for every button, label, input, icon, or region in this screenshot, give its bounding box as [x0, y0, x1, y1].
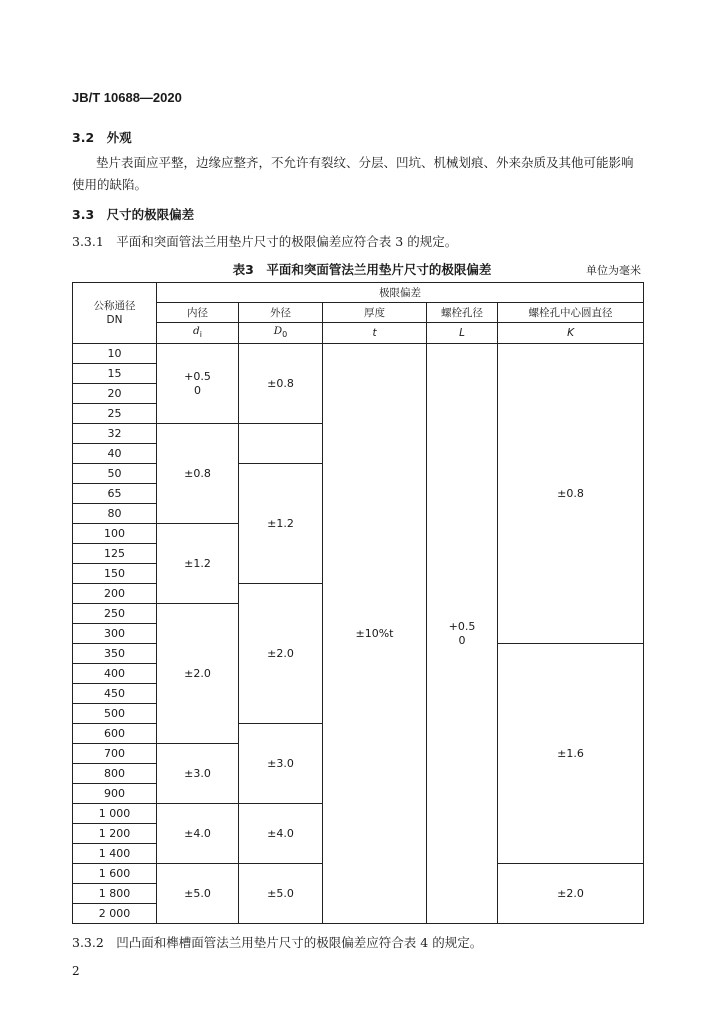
dn-cell: 1 800	[73, 884, 157, 904]
inner-tolerance-cell: ±0.8	[157, 424, 239, 524]
dn-cell: 150	[73, 564, 157, 584]
header-inner-diameter: 内径	[157, 303, 239, 323]
dn-cell: 80	[73, 504, 157, 524]
dn-cell: 200	[73, 584, 157, 604]
dn-cell: 125	[73, 544, 157, 564]
bolt-circle-tolerance-cell: ±0.8	[498, 344, 644, 644]
thickness-tolerance-cell: ±10%t	[323, 344, 427, 924]
header-outer-symbol: $D_0$	[239, 323, 323, 344]
inner-tolerance-cell: ±5.0	[157, 864, 239, 924]
dn-cell: 40	[73, 444, 157, 464]
tolerance-table	[72, 282, 644, 924]
bolt-circle-tolerance-cell: ±2.0	[498, 864, 644, 924]
bolt-hole-tolerance-cell: +0.5 0	[427, 344, 498, 924]
dn-cell: 600	[73, 724, 157, 744]
outer-tolerance-cell: ±3.0	[239, 724, 323, 804]
header-tolerance-group: 极限偏差	[157, 283, 644, 303]
dn-cell: 10	[73, 344, 157, 364]
inner-tolerance-cell: ±3.0	[157, 744, 239, 804]
outer-tolerance-cell: ±0.8	[239, 344, 323, 424]
inner-tolerance-cell: ±4.0	[157, 804, 239, 864]
header-inner-symbol: $d_i$	[157, 323, 239, 344]
dn-cell: 800	[73, 764, 157, 784]
dn-cell: 32	[73, 424, 157, 444]
header-thickness: 厚度	[323, 303, 427, 323]
dn-cell: 400	[73, 664, 157, 684]
standard-id: JB/T 10688—2020	[72, 90, 182, 105]
dn-cell: 350	[73, 644, 157, 664]
dn-cell: 15	[73, 364, 157, 384]
header-dn: 公称通径 DN	[73, 283, 157, 344]
dn-cell: 20	[73, 384, 157, 404]
header-bolt-circle-symbol: K	[498, 323, 644, 344]
dn-cell: 700	[73, 744, 157, 764]
header-bolt-hole-diameter: 螺栓孔径	[427, 303, 498, 323]
dn-cell: 25	[73, 404, 157, 424]
dn-cell: 1 400	[73, 844, 157, 864]
section-3-3-heading: 3.3 尺寸的极限偏差	[72, 207, 195, 222]
dn-cell: 100	[73, 524, 157, 544]
table-unit-note: 单位为毫米	[586, 264, 641, 277]
outer-tolerance-cell	[239, 424, 323, 464]
inner-tolerance-cell: +0.5 0	[157, 344, 239, 424]
dn-cell: 2 000	[73, 904, 157, 924]
dn-cell: 300	[73, 624, 157, 644]
dn-cell: 50	[73, 464, 157, 484]
outer-tolerance-cell: ±2.0	[239, 584, 323, 724]
header-thickness-symbol: t	[323, 323, 427, 344]
dn-cell: 900	[73, 784, 157, 804]
table-caption: 表3 平面和突面管法兰用垫片尺寸的极限偏差	[232, 262, 492, 277]
inner-tolerance-cell: ±2.0	[157, 604, 239, 744]
dn-cell: 450	[73, 684, 157, 704]
header-bolt-hole-symbol: L	[427, 323, 498, 344]
section-3-2-para-line2: 使用的缺陷。	[72, 177, 148, 192]
section-3-2-heading: 3.2 外观	[72, 130, 132, 145]
header-bolt-circle-diameter: 螺栓孔中心圆直径	[498, 303, 644, 323]
clause-3-3-1: 3.3.1 平面和突面管法兰用垫片尺寸的极限偏差应符合表 3 的规定。	[72, 234, 458, 249]
dn-cell: 65	[73, 484, 157, 504]
dn-cell: 1 600	[73, 864, 157, 884]
dn-cell: 250	[73, 604, 157, 624]
dn-cell: 1 000	[73, 804, 157, 824]
outer-tolerance-cell: ±5.0	[239, 864, 323, 924]
header-outer-diameter: 外径	[239, 303, 323, 323]
dn-cell: 1 200	[73, 824, 157, 844]
clause-3-3-2: 3.3.2 凹凸面和榫槽面管法兰用垫片尺寸的极限偏差应符合表 4 的规定。	[72, 935, 483, 950]
outer-tolerance-cell: ±1.2	[239, 464, 323, 584]
inner-tolerance-cell: ±1.2	[157, 524, 239, 604]
outer-tolerance-cell: ±4.0	[239, 804, 323, 864]
page-number: 2	[72, 964, 80, 978]
bolt-circle-tolerance-cell: ±1.6	[498, 644, 644, 864]
section-3-2-para-line1: 垫片表面应平整，边缘应整齐，不允许有裂纹、分层、凹坑、机械划痕、外来杂质及其他可能影响	[96, 155, 634, 170]
dn-cell: 500	[73, 704, 157, 724]
